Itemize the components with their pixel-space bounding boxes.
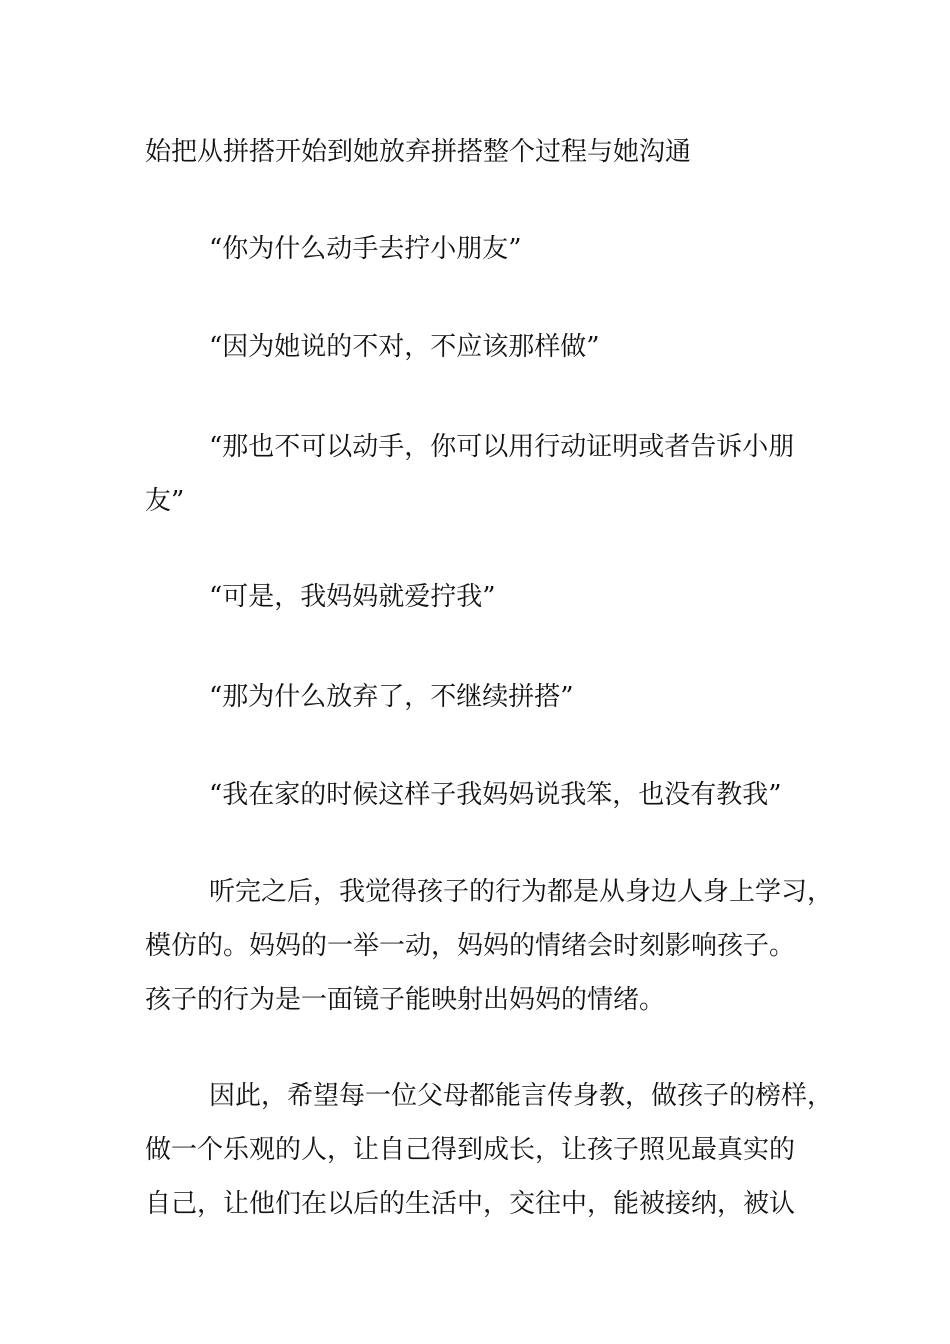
text-line: “我在家的时候这样子我妈妈说我笨，也没有教我”	[209, 780, 782, 810]
text-line: 模仿的。妈妈的一举一动，妈妈的情绪会时刻影响孩子。	[145, 931, 796, 961]
text-line: “你为什么动手去拧小朋友”	[209, 234, 522, 264]
paragraph-3	[145, 320, 825, 374]
text-line: 友”	[145, 486, 185, 516]
text-line: 始把从拼搭开始到她放弃拼搭整个过程与她沟通	[145, 137, 692, 167]
text-line: 自己，让他们在以后的生活中，交往中，能被接纳，被认	[145, 1189, 796, 1219]
text-line: “那为什么放弃了，不继续拼搭”	[209, 682, 574, 712]
text-line: “因为她说的不对，不应该那样做”	[209, 332, 600, 362]
paragraph-7	[145, 768, 825, 822]
text-line: 孩子的行为是一面镜子能映射出妈妈的情绪。	[145, 985, 666, 1015]
paragraph-9	[145, 1069, 834, 1231]
paragraph-8	[145, 865, 834, 1027]
paragraph-4	[145, 420, 825, 528]
paragraph-1	[145, 125, 825, 179]
text-line: 做一个乐观的人，让自己得到成长，让孩子照见最真实的	[145, 1135, 796, 1165]
text-line: 因此，希望每一位父母都能言传身教，做孩子的榜样，	[209, 1081, 834, 1111]
paragraph-6	[145, 670, 825, 724]
paragraph-2	[145, 222, 825, 276]
paragraph-5	[145, 570, 825, 624]
text-line: “那也不可以动手，你可以用行动证明或者告诉小朋	[209, 432, 795, 462]
text-line: “可是，我妈妈就爱拧我”	[209, 582, 496, 612]
text-line: 听完之后，我觉得孩子的行为都是从身边人身上学习，	[209, 877, 834, 907]
